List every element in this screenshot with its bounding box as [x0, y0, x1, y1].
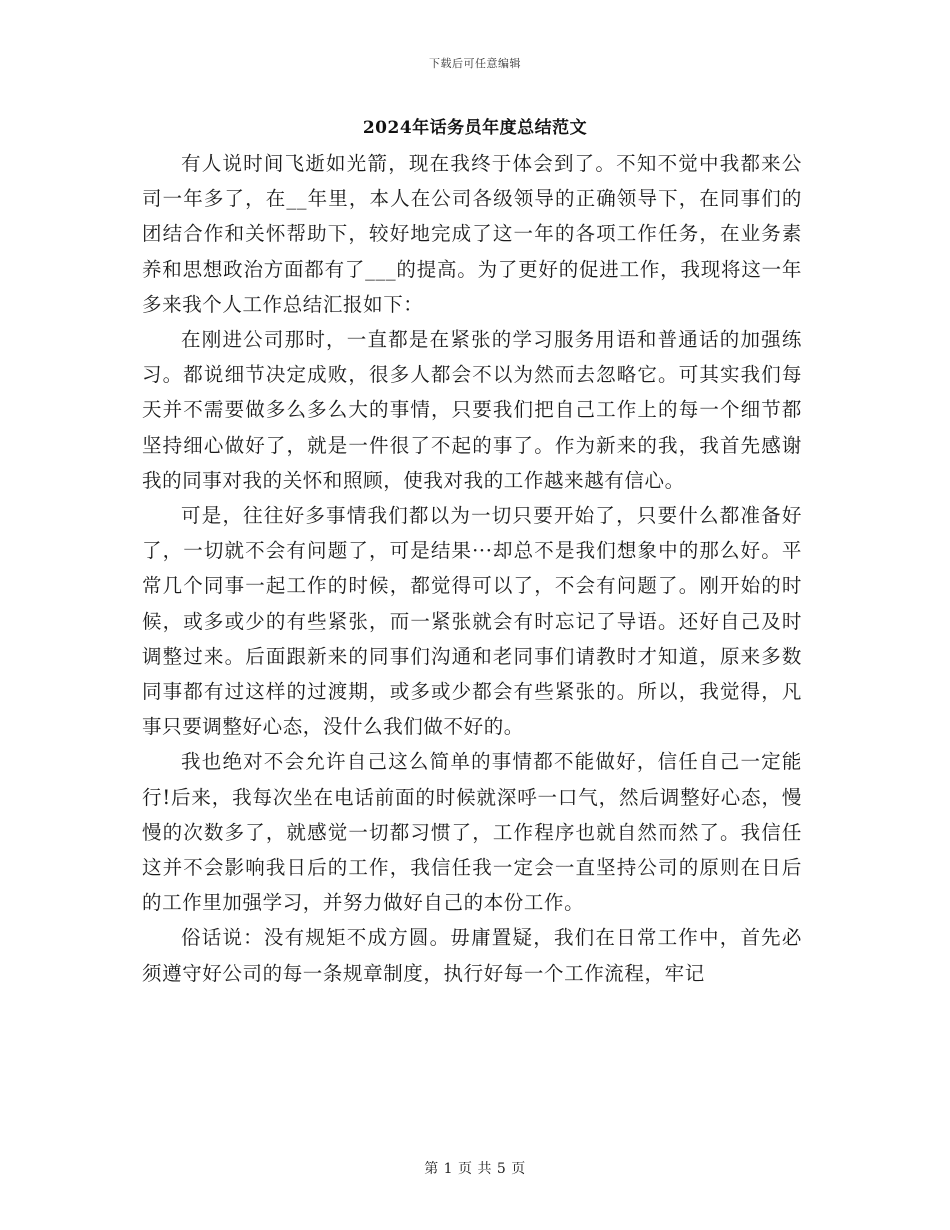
page-number-footer: 第 1 页 共 5 页: [424, 1161, 526, 1177]
header-note: 下载后可任意编辑: [429, 57, 521, 70]
paragraph-1: 有人说时间飞逝如光箭，现在我终于体会到了。不知不觉中我都来公司一年多了，在__年里，本人在公司各级领导的正确领导下，在同事们的团结合作和关怀帮助下，较好地完成了这一年的各项工作任务，在业务素养和思想政治方面都有了___的提高。为了更好的促进工作，我现将这一年多来我个人工作总结汇报如下：: [142, 152, 802, 316]
paragraph-3: 可是，往往好多事情我们都以为一切只要开始了，只要什么都准备好了，一切就不会有问题了，可是结果···却总不是我们想象中的那么好。平常几个同事一起工作的时候，都觉得可以了，不会有问题了。刚开始的时候，或多或少的有些紧张，而一紧张就会有时忘记了导语。还好自己及时调整过来。后面跟新来的同事们沟通和老同事们请教时才知道，原来多数同事都有过这样的过渡期，或多或少都会有些紧张的。所以，我觉得，凡事只要调整好心态，没什么我们做不好的。: [142, 504, 802, 739]
document-title: 2024年话务员年度总结范文: [362, 118, 588, 138]
paragraph-4: 我也绝对不会允许自己这么简单的事情都不能做好，信任自己一定能行!后来，我每次坐在电话前面的时候就深呼一口气，然后调整好心态，慢慢的次数多了，就感觉一切都习惯了，工作程序也就自然而然了。我信任这并不会影响我日后的工作，我信任我一定会一直坚持公司的原则在日后的工作里加强学习，并努力做好自己的本份工作。: [142, 750, 802, 915]
paragraph-5: 俗话说：没有规矩不成方圆。毋庸置疑，我们在日常工作中，首先必须遵守好公司的每一条规章制度，执行好每一个工作流程，牢记: [142, 926, 802, 985]
document-body: [142, 146, 802, 991]
paragraph-2: 在刚进公司那时，一直都是在紧张的学习服务用语和普通话的加强练习。都说细节决定成败，很多人都会不以为然而去忽略它。可其实我们每天并不需要做多么多么大的事情，只要我们把自己工作上的每一个细节都坚持细心做好了，就是一件很了不起的事了。作为新来的我，我首先感谢我的同事对我的关怀和照顾，使我对我的工作越来越有信心。: [142, 328, 802, 492]
